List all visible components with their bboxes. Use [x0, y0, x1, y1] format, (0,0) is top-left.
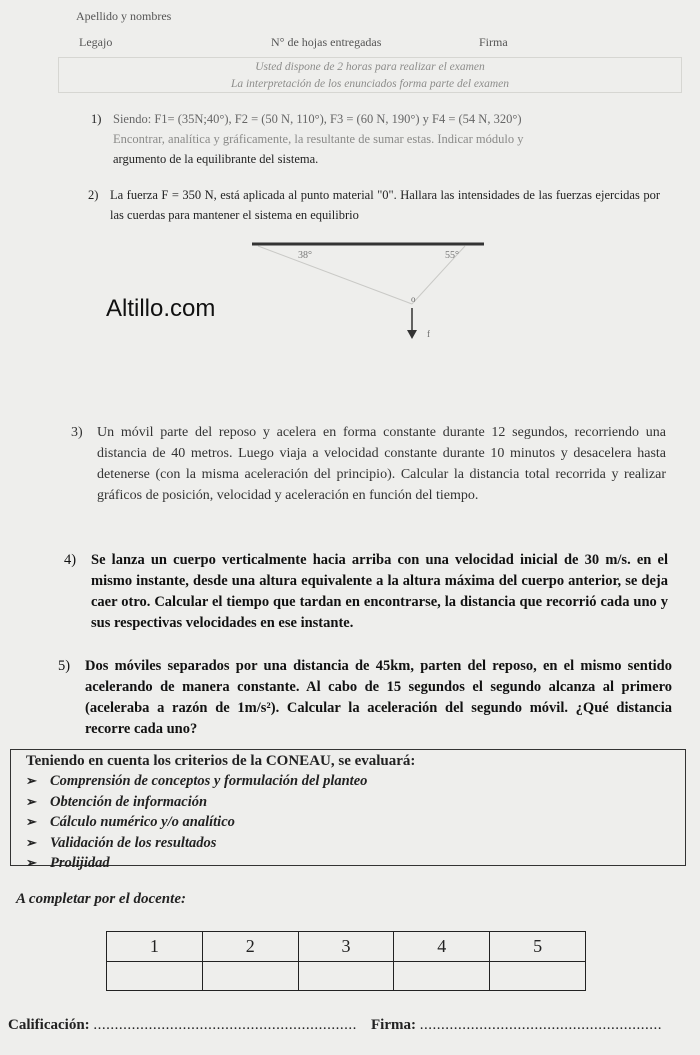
question-3 — [71, 422, 666, 506]
criteria-item: ➢ Comprensión de conceptos y formulación del planteo — [26, 773, 368, 789]
notice-line-2: La interpretación de los enunciados forma parte del examen — [230, 78, 510, 90]
bullet-arrow-icon: ➢ — [26, 834, 37, 850]
sheets-label: N° de hojas entregadas — [271, 35, 382, 49]
question-2-number: 2) — [88, 188, 99, 202]
grade-column-header: 3 — [298, 932, 394, 962]
criteria-item: ➢ Obtención de información — [26, 793, 208, 810]
exam-notice — [58, 57, 682, 93]
force-diagram — [240, 236, 500, 346]
point-label: o — [411, 294, 416, 304]
grade-cell[interactable] — [107, 961, 203, 991]
bullet-arrow-icon: ➢ — [26, 793, 37, 809]
bullet-arrow-icon: ➢ — [26, 814, 37, 830]
name-label: Apellido y nombres — [76, 9, 172, 23]
signature-dots[interactable]: ......................................................... — [419, 1017, 662, 1033]
question-1-number: 1) — [91, 112, 102, 126]
question-2-text: La fuerza F = 350 N, está aplicada al punto material "0". Hallara las intensidades de las fuerzas ejercidas por las cuerdas para mantener el sistema en equilibrio — [110, 188, 660, 222]
docente-label: A completar por el docente: — [16, 891, 186, 907]
signature-label: Firma: — [371, 1017, 416, 1033]
bullet-arrow-icon: ➢ — [26, 773, 37, 788]
angle-right-label: 55° — [445, 250, 459, 261]
criteria-title: Teniendo en cuenta los criterios de la CONEAU, se evaluará: — [26, 753, 416, 769]
grade-column-header: 5 — [490, 932, 586, 962]
grade-column-header: 1 — [107, 932, 203, 962]
criteria-box — [10, 749, 686, 872]
question-5-text: Dos móviles separados por una distancia de 45km, parten del reposo, en el mismo sentido acelerando de manera constante. Al cabo de 15 segundos el segundo alcanza al primero (aceleraba a razón de 1m/s²). Calcular la aceleración del segundo móvil. ¿Qué distancia recorre cada uno? — [85, 658, 672, 737]
notice-line-1: Usted dispone de 2 horas para realizar el examen — [255, 61, 485, 73]
question-1 — [91, 109, 658, 169]
grades-header-row — [107, 932, 586, 962]
force-label: f — [427, 329, 430, 339]
question-5 — [58, 656, 672, 740]
question-4 — [64, 550, 668, 634]
grades-table — [106, 931, 586, 991]
grade-line — [8, 1017, 357, 1034]
criteria-item: ➢ Cálculo numérico y/o analítico — [26, 814, 235, 831]
legajo-label: Legajo — [79, 35, 113, 49]
question-1-line-3: argumento de la equilibrante del sistema. — [113, 152, 319, 166]
question-3-text: Un móvil parte del reposo y acelera en forma constante durante 12 segundos, recorriendo una distancia de 40 metros. Luego viaja a velocidad constante durante 10 minutos y desacelera hasta detenerse (con la misma aceleración del principio). Calcular la distancia total recorrida y realizar gráficos de posición, velocidad y aceleración en función del tiempo. — [97, 425, 666, 503]
angle-left-label: 38° — [298, 250, 312, 261]
question-5-number: 5) — [58, 658, 71, 674]
left-rope — [258, 246, 412, 304]
grade-cell[interactable] — [490, 961, 586, 991]
question-4-number: 4) — [64, 552, 77, 568]
criteria-item: ➢ Prolijidad — [26, 855, 110, 872]
grades-value-row — [107, 961, 586, 991]
question-3-number: 3) — [71, 425, 83, 440]
grade-label: Calificación: — [8, 1017, 90, 1033]
grade-cell[interactable] — [298, 961, 394, 991]
question-2 — [88, 185, 660, 225]
question-4-text: Se lanza un cuerpo verticalmente hacia arriba con una velocidad inicial de 30 m/s. en el mismo instante, desde una altura equivalente a la altura máxima del cuerpo anterior, se deja caer otro. Calcular el tiempo que tardan en encontrarse, la distancia que recorrió cada uno y sus respectivas velocidades en ese instante. — [91, 552, 668, 631]
grade-cell[interactable] — [394, 961, 490, 991]
watermark: Altillo.com — [106, 295, 216, 322]
grade-column-header: 4 — [394, 932, 490, 962]
force-arrow-head — [407, 330, 417, 339]
signature-line — [371, 1017, 662, 1034]
grade-dots[interactable]: .............................................................. — [93, 1017, 357, 1033]
signature-label-top: Firma — [479, 35, 508, 49]
question-1-line-1: Siendo: F1= (35N;40°), F2 = (50 N, 110°), F3 = (60 N, 190°) y F4 = (54 N, 320°) — [113, 112, 522, 126]
grade-column-header: 2 — [202, 932, 298, 962]
grade-cell[interactable] — [202, 961, 298, 991]
criteria-item: ➢ Validación de los resultados — [26, 834, 217, 851]
question-1-line-2: Encontrar, analítica y gráficamente, la resultante de sumar estas. Indicar módulo y — [113, 132, 524, 146]
bullet-arrow-icon: ➢ — [26, 855, 37, 871]
